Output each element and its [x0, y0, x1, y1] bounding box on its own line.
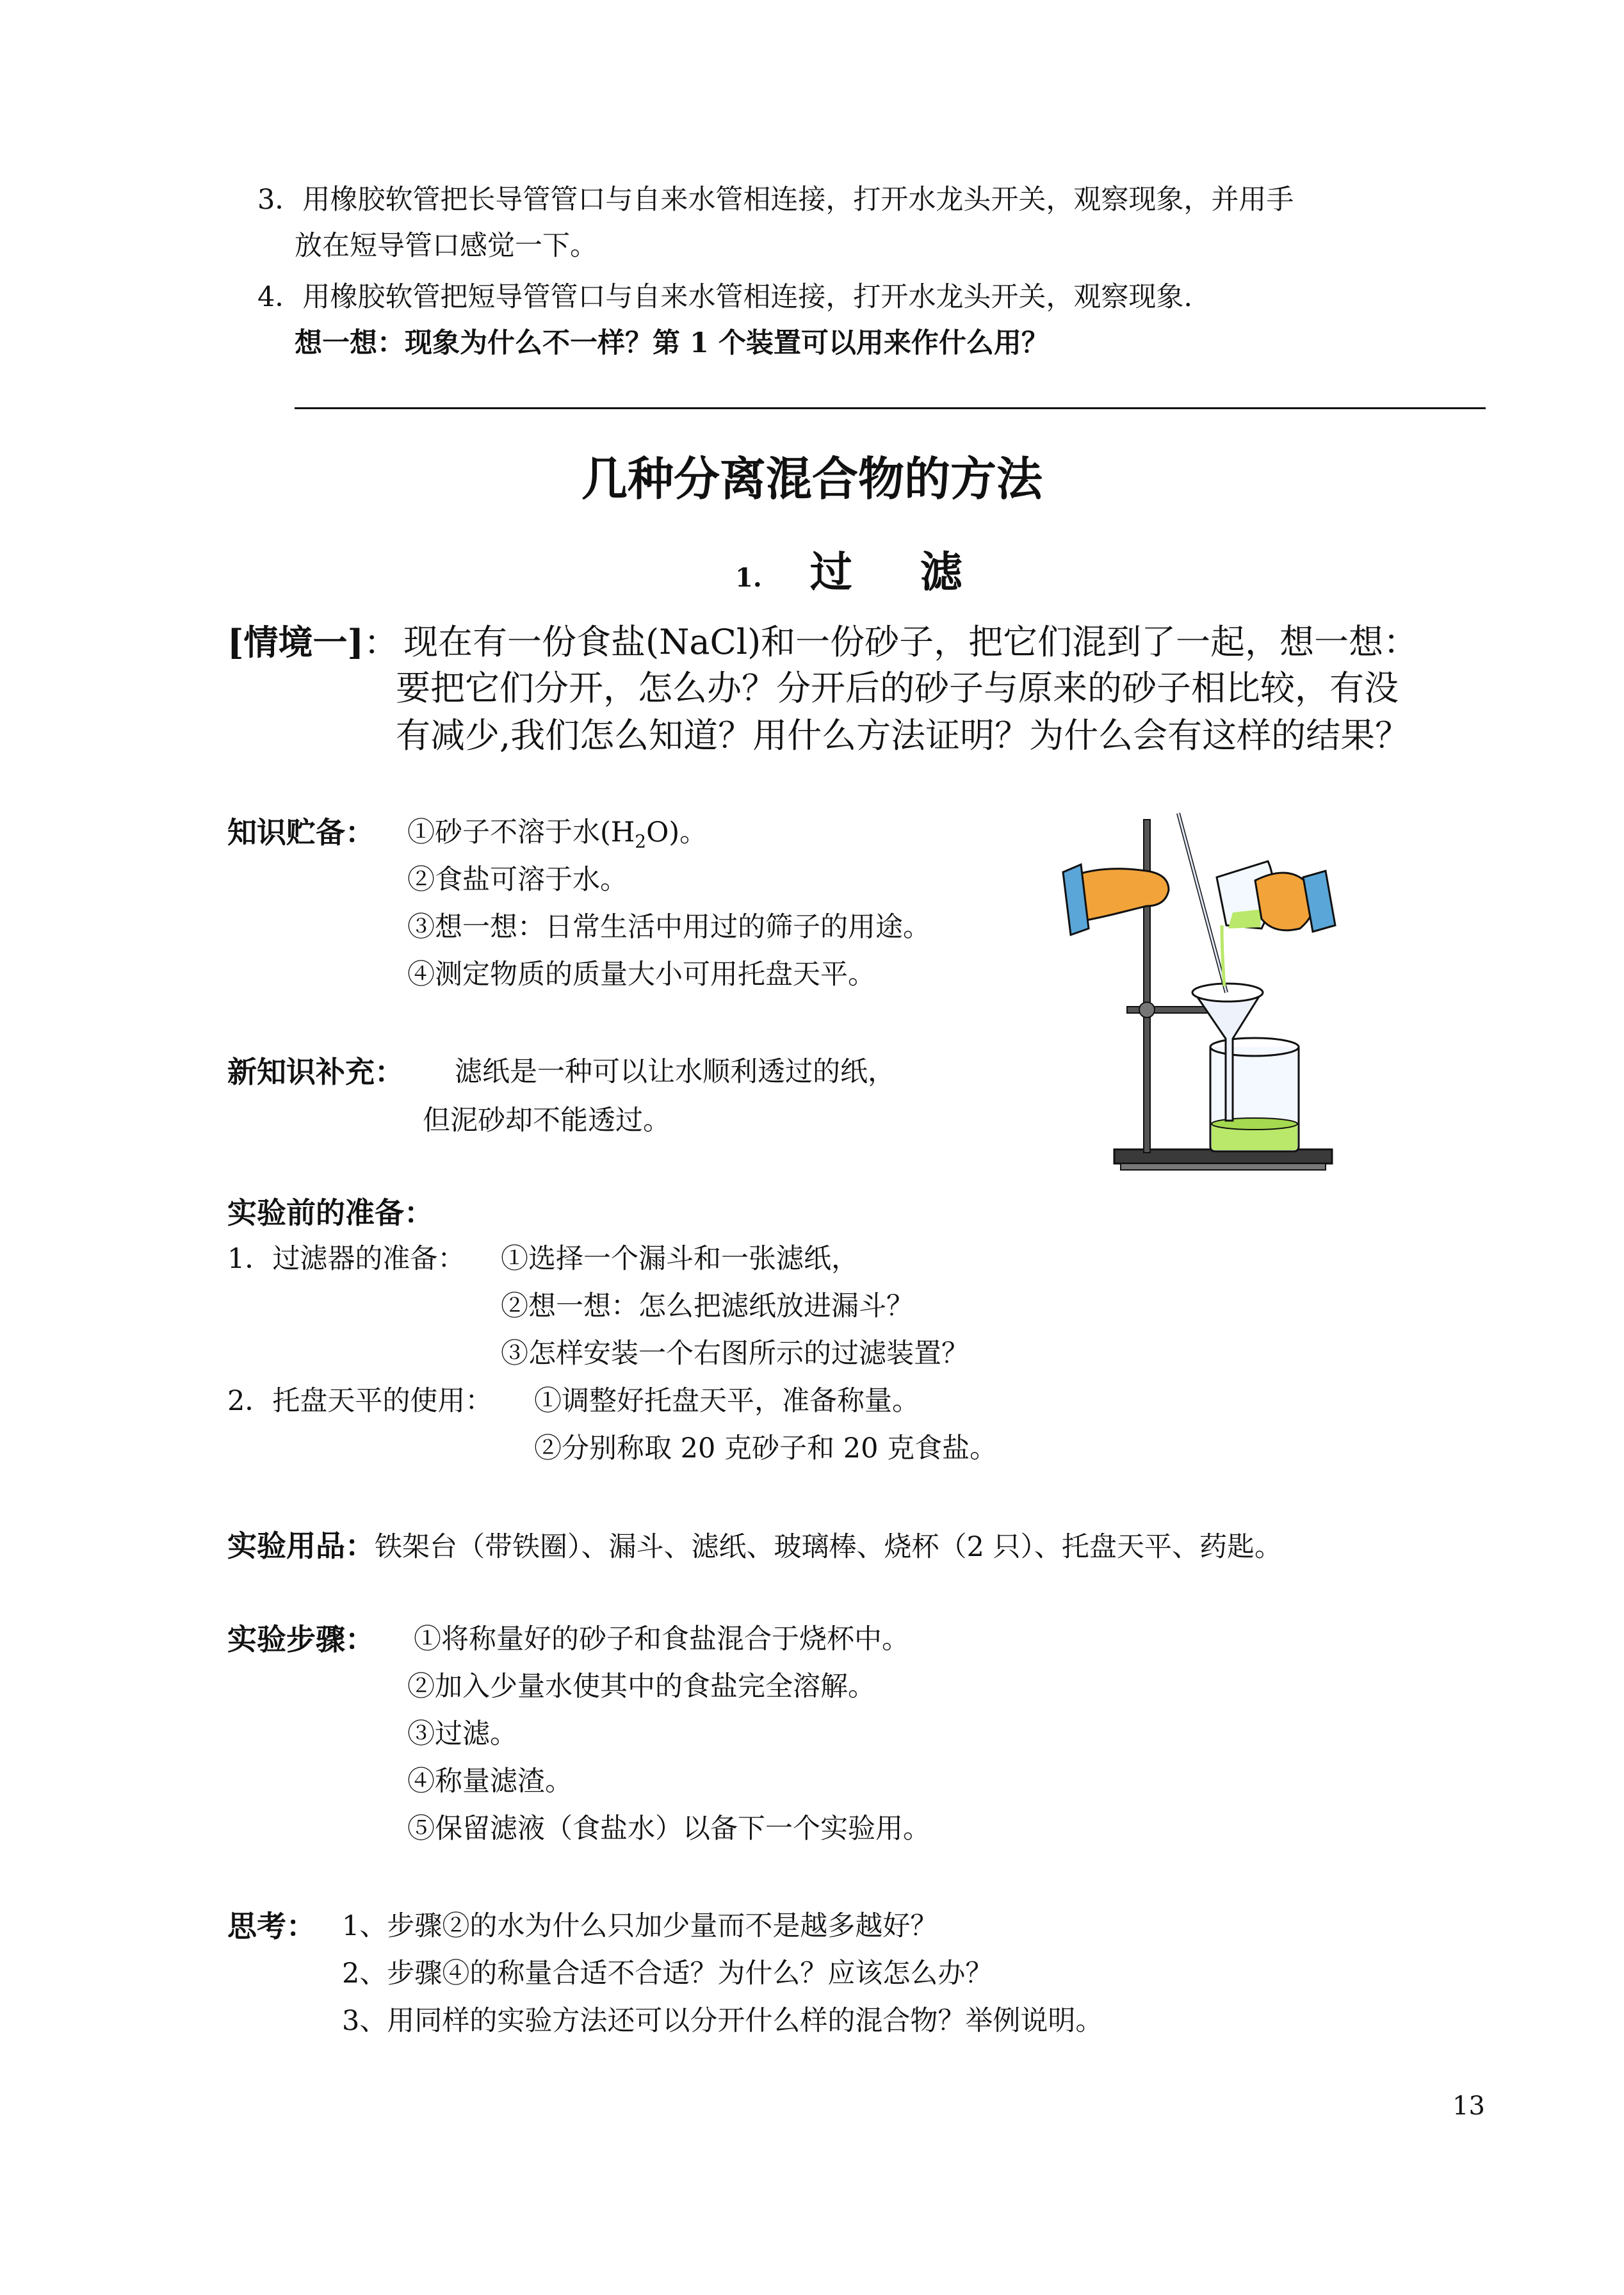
filtration-apparatus-icon [1050, 800, 1345, 1178]
knowledge-item-1 [407, 813, 707, 861]
supplies-row [227, 1525, 1282, 1566]
item-4: 4．用橡胶软管把短导管管口与自来水管相连接，打开水龙头开关，观察现象. [257, 281, 1193, 313]
item-3-line-2: 放在短导管口感觉一下。 [295, 230, 597, 262]
page-number: 13 [1452, 2091, 1485, 2121]
preparation-label: 实验前的准备： [227, 1196, 434, 1230]
knowledge-item-2: ②食盐可溶于水。 [407, 864, 628, 896]
section-number: 1. [735, 563, 762, 593]
step-item-4: ④称量滤渣。 [407, 1765, 572, 1797]
scenario-colon: ： [364, 622, 399, 663]
supplies-text: 铁架台（带铁圈）、漏斗、滤纸、玻璃棒、烧杯（2 只）、托盘天平、药匙。 [375, 1531, 1283, 1563]
preparation-item-2a: ①调整好托盘天平，准备称量。 [534, 1385, 920, 1417]
scenario-line-3: 有减少,我们怎么知道？用什么方法证明？为什么会有这样的结果？ [396, 715, 1410, 756]
knowledge-item-1-post: O)。 [646, 816, 708, 848]
filtration-apparatus-illustration [1050, 800, 1345, 1178]
step-item-2: ②加入少量水使其中的食盐完全溶解。 [407, 1671, 875, 1703]
thinking-item-1: 1、步骤②的水为什么只加少量而不是越多越好？ [342, 1910, 938, 1942]
divider [295, 407, 1486, 409]
scenario-line-2: 要把它们分开，怎么办？分开后的砂子与原来的砂子相比较，有没 [396, 668, 1399, 708]
knowledge-item-1-sub: 2 [635, 831, 647, 852]
new-knowledge-line-2: 但泥砂却不能透过。 [423, 1105, 670, 1137]
thinking-label: 思考： [227, 1909, 316, 1943]
step-item-1: ①将称量好的砂子和食盐混合于烧杯中。 [414, 1623, 909, 1655]
knowledge-label: 知识贮备： [227, 815, 375, 850]
item-3-line-1: 3．用橡胶软管把长导管管口与自来水管相连接，打开水龙头开关，观察现象，并用手 [257, 184, 1294, 216]
knowledge-item-4: ④测定物质的质量大小可用托盘天平。 [407, 959, 875, 991]
knowledge-item-3: ③想一想：日常生活中用过的筛子的用途。 [407, 911, 930, 943]
scenario-label-row [227, 616, 398, 669]
knowledge-item-1-pre: ①砂子不溶于水(H [407, 816, 635, 848]
steps-label: 实验步骤： [227, 1622, 375, 1657]
preparation-item-2-lead: 2．托盘天平的使用： [227, 1385, 493, 1417]
preparation-item-1-lead: 1．过滤器的准备： [227, 1243, 466, 1275]
page-title: 几种分离混合物的方法 [581, 451, 1043, 506]
scenario-label: [情境一] [227, 622, 364, 663]
step-item-3: ③过滤。 [407, 1718, 517, 1750]
supplies-label: 实验用品： [227, 1529, 375, 1563]
think-question: 想一想：现象为什么不一样？第 1 个装置可以用来作什么用？ [295, 327, 1049, 359]
new-knowledge-label: 新知识补充： [227, 1055, 404, 1089]
section-heading [735, 538, 975, 599]
scenario-line-1: 现在有一份食盐(NaCl)和一份砂子，把它们混到了一起，想一想： [403, 622, 1418, 662]
new-knowledge-line-1: 滤纸是一种可以让水顺利透过的纸， [455, 1056, 895, 1088]
step-item-5: ⑤保留滤液（食盐水）以备下一个实验用。 [407, 1813, 930, 1845]
section-title: 过 滤 [809, 547, 975, 597]
preparation-item-2b: ②分别称取 20 克砂子和 20 克食盐。 [534, 1432, 998, 1464]
preparation-item-1b: ②想一想：怎么把滤纸放进漏斗？ [501, 1290, 914, 1322]
thinking-item-2: 2、步骤④的称量合适不合适？为什么？应该怎么办？ [342, 1958, 993, 1990]
preparation-item-1a: ①选择一个漏斗和一张滤纸， [501, 1243, 859, 1275]
preparation-item-1c: ③怎样安装一个右图所示的过滤装置？ [501, 1338, 969, 1370]
thinking-item-3: 3、用同样的实验方法还可以分开什么样的混合物？举例说明。 [342, 2005, 1103, 2037]
